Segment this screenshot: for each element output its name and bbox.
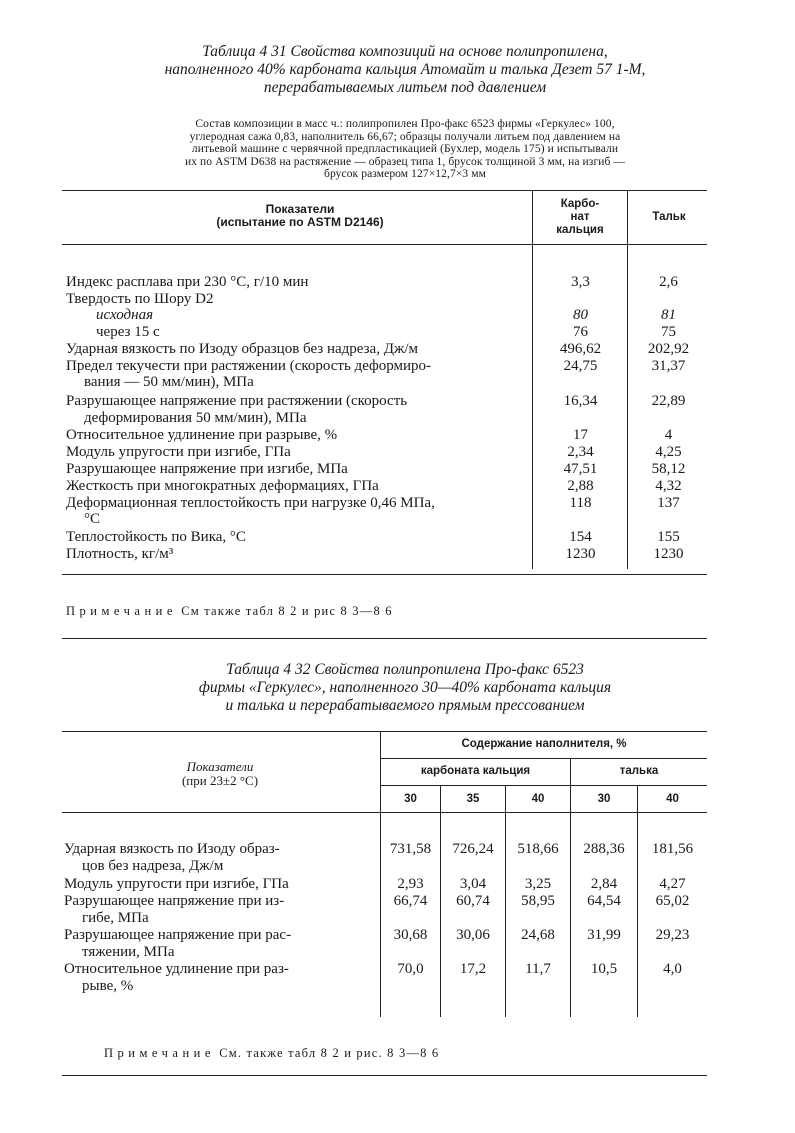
row-label: исходная: [96, 307, 154, 323]
table-cell: 2,93: [397, 876, 424, 892]
header-line: нат: [570, 211, 590, 223]
row-label: [64, 841, 280, 874]
table-rule: [380, 785, 707, 786]
cell-carbonate: 16,34: [563, 393, 598, 409]
row-label: Разрушающее напряжение при растяжении (скорость: [66, 393, 408, 409]
cell-talc: 81: [661, 307, 676, 323]
cell-carbonate: 2,34: [567, 444, 594, 460]
table-cell: 2,84: [590, 876, 618, 892]
row-label-line: гибе, МПа: [82, 909, 149, 926]
table-rule: [62, 190, 707, 191]
caption-line: перерабатываемых литьем под давлением: [263, 79, 547, 96]
table-431-note: [66, 604, 393, 619]
table-cell: 11,7: [525, 961, 551, 977]
column-header-percent: 30: [404, 793, 417, 805]
column-header-percent: 30: [597, 793, 611, 805]
caption-line: Таблица 4 32 Свойства полипропилена Про-факс 6523: [226, 661, 584, 678]
row-label: Жесткость при многократных деформациях, ГПа: [66, 478, 379, 494]
row-label: Индекс расплава при 230 °С, г/10 мин: [66, 274, 309, 290]
row-label: Предел текучести при растяжении (скорость деформиро-: [66, 358, 432, 374]
cell-talc: 4: [664, 427, 673, 443]
cell-carbonate: 496,62: [559, 341, 602, 357]
table-cell: 10,5: [590, 961, 618, 977]
header-line: Показатели: [265, 202, 335, 216]
row-label: Ударная вязкость по Изоду образцов без надреза, Дж/м: [66, 341, 418, 357]
table-432-caption: [60, 661, 750, 715]
column-header-parameters: [100, 760, 340, 788]
column-header-talc: Тальк: [652, 211, 686, 223]
table-rule: [62, 244, 707, 245]
table-cell: 70,0: [397, 961, 424, 977]
table-cell: 4,0: [663, 961, 682, 977]
table-cell: 4,27: [659, 876, 686, 892]
row-label: Модуль упругости при изгибе, ГПа: [66, 444, 291, 460]
column-header-percent: 35: [466, 793, 480, 805]
table-cell: 58,95: [521, 893, 555, 909]
header-line: кальция: [556, 224, 604, 236]
caption-line: Таблица 4 31 Свойства композиций на основе полипропилена,: [202, 43, 608, 60]
row-label: Относительное удлинение при разрыве, %: [66, 427, 338, 443]
table-cell: 29,23: [655, 927, 690, 943]
row-label: Теплостойкость по Вика, °С: [66, 529, 246, 545]
note-word: Примечание: [66, 604, 177, 618]
row-label-line: Относительное удлинение при раз-: [64, 961, 289, 977]
row-label: Твердость по Шору D2: [66, 291, 214, 307]
column-header-carbonate: [536, 198, 624, 237]
cell-carbonate: 118: [569, 495, 592, 511]
cell-talc: 2,6: [659, 274, 678, 290]
table-cell: 30,06: [456, 927, 490, 943]
cell-carbonate: 17: [573, 427, 588, 443]
row-label: [64, 961, 289, 994]
table-cell: 30,68: [393, 927, 428, 943]
footnote-line: углеродная сажа 0,83, наполнитель 66,67; образцы получали литьем под давлением на: [189, 130, 621, 143]
cell-carbonate: 3,3: [571, 274, 590, 290]
note-text: См также табл 8 2 и рис 8 3—8 6: [181, 604, 393, 618]
header-line: Карбо-: [560, 198, 600, 210]
cell-talc: 202,92: [647, 341, 690, 357]
table-rule: [380, 758, 707, 759]
cell-carbonate: 154: [569, 529, 592, 545]
cell-carbonate: 24,75: [563, 358, 598, 374]
caption-line: фирмы «Геркулес», наполненного 30—40% карбоната кальция: [198, 679, 612, 696]
row-label: [64, 927, 291, 960]
caption-line: и талька и перерабатываемого прямым прессованием: [225, 697, 585, 714]
header-line: (при 23±2 °С): [181, 773, 259, 788]
table-rule: [62, 812, 707, 813]
table-cell: 726,24: [452, 841, 494, 857]
cell-carbonate: 1230: [565, 546, 596, 562]
caption-line: наполненного 40% карбоната кальция Атомайт и талька Дезет 57 1-М,: [164, 61, 646, 78]
table-cell: 60,74: [456, 893, 490, 909]
table-rule: [62, 574, 707, 575]
column-header-carbonate: карбоната кальция: [420, 765, 531, 777]
row-label: вания — 50 мм/мин), МПа: [84, 374, 254, 390]
table-cell: 731,58: [389, 841, 432, 857]
table-cell: 24,68: [521, 927, 555, 943]
row-label-line: цов без надреза, Дж/м: [82, 857, 224, 874]
table-cell: 3,25: [524, 876, 552, 892]
note-word: Примечание: [104, 1046, 215, 1060]
table-cell: 518,66: [517, 841, 559, 857]
table-431-caption: [60, 43, 750, 97]
row-label: °С: [84, 511, 101, 527]
table-cell: 31,99: [587, 927, 621, 943]
column-header-filler-content: Содержание наполнителя, %: [461, 738, 627, 750]
column-header-percent: 40: [531, 793, 545, 805]
table-cell: 288,36: [583, 841, 625, 857]
column-header-talc: талька: [619, 765, 659, 777]
row-label-line: Разрушающее напряжение при из-: [64, 893, 285, 909]
column-header-percent: 40: [666, 793, 679, 805]
footnote-line: Состав композиции в масс ч.: полипропилен Про-факс 6523 фирмы «Геркулес» 100,: [195, 118, 615, 130]
note-text: См. также табл 8 2 и рис. 8 3—8 6: [219, 1046, 440, 1060]
row-label-line: Ударная вязкость по Изоду образ-: [64, 841, 280, 857]
table-432-note: [104, 1046, 439, 1061]
cell-talc: 75: [661, 324, 676, 340]
table-cell: 17,2: [459, 961, 487, 977]
header-line: (испытание по ASTM D2146): [216, 215, 384, 229]
table-431-footnote: [60, 118, 750, 181]
cell-carbonate: 47,51: [563, 461, 598, 477]
row-label: деформирования 50 мм/мин), МПа: [84, 410, 307, 426]
column-divider: [532, 191, 533, 569]
cell-talc: 22,89: [651, 393, 686, 409]
table-cell: 3,04: [459, 876, 487, 892]
footnote-line: их по ASTM D638 на растяжение — образец типа 1, брусок толщиной 3 мм, на изгиб —: [184, 155, 626, 168]
table-cell: 181,56: [651, 841, 694, 857]
cell-talc: 31,37: [651, 358, 686, 374]
row-label: Деформационная теплостойкость при нагрузке 0,46 МПа,: [66, 495, 435, 511]
footnote-line: литьевой машине с червячной предпластикацией (Бухлер, модель 175) и испытывали: [191, 143, 619, 155]
cell-talc: 4,25: [655, 444, 682, 460]
row-label: [64, 893, 284, 926]
table-rule: [62, 731, 707, 732]
cell-talc: 155: [657, 529, 680, 545]
cell-carbonate: 76: [573, 324, 588, 340]
header-line: Показатели: [186, 759, 254, 774]
row-label-line: рыве, %: [82, 977, 134, 994]
row-label-line: Разрушающее напряжение при рас-: [64, 927, 292, 943]
row-label: Разрушающее напряжение при изгибе, МПа: [66, 461, 348, 477]
cell-talc: 137: [657, 495, 680, 511]
cell-carbonate: 2,88: [567, 478, 594, 494]
row-label-line: Модуль упругости при изгибе, ГПа: [64, 876, 289, 892]
row-label: Плотность, кг/м³: [66, 546, 174, 562]
table-rule: [62, 1075, 707, 1076]
column-divider: [627, 191, 628, 569]
row-label: через 15 с: [96, 324, 160, 340]
table-cell: 65,02: [655, 893, 690, 909]
section-divider: [62, 638, 707, 639]
row-label-line: тяжении, МПа: [82, 943, 175, 960]
footnote-line: брусок размером 127×12,7×3 мм: [324, 168, 486, 180]
column-header-parameters: [150, 203, 450, 229]
row-label: [64, 876, 289, 893]
table-cell: 64,54: [587, 893, 621, 909]
table-cell: 66,74: [393, 893, 428, 909]
cell-talc: 1230: [653, 546, 684, 562]
cell-talc: 58,12: [651, 461, 686, 477]
cell-carbonate: 80: [573, 307, 588, 323]
cell-talc: 4,32: [655, 478, 682, 494]
